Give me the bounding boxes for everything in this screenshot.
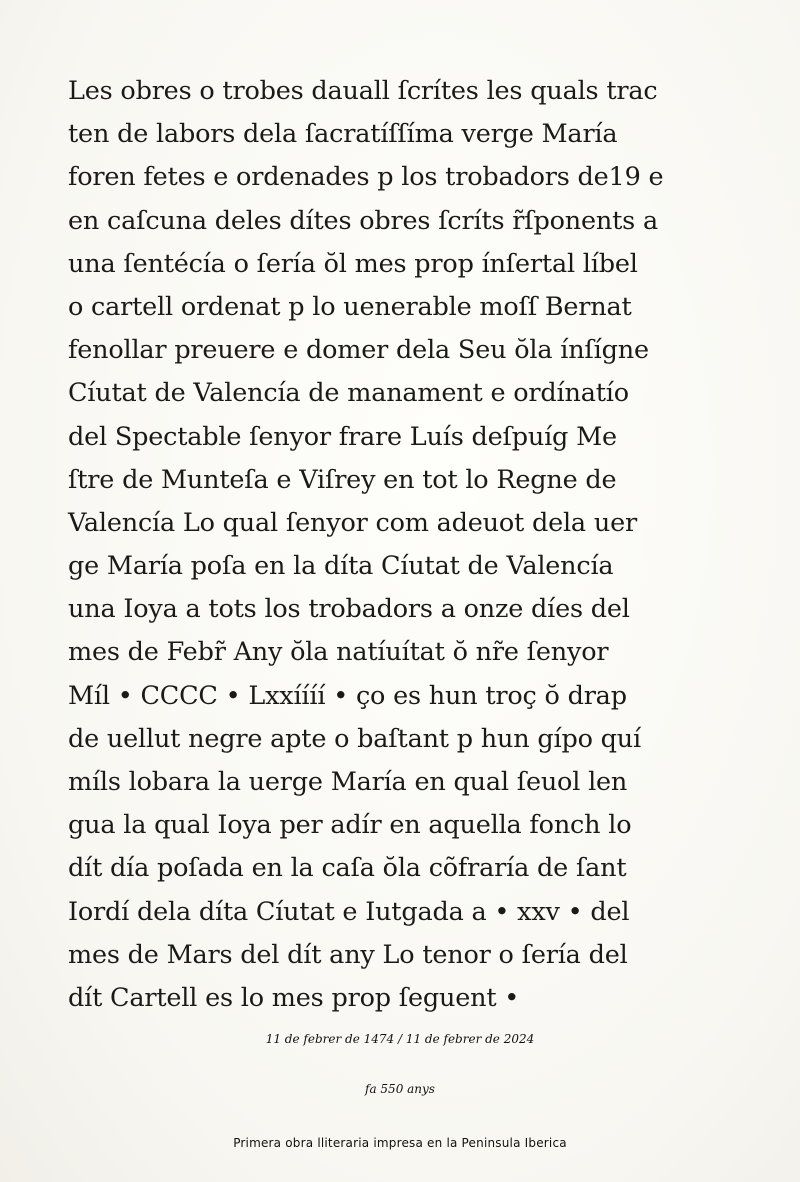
- text-line: Valencía Lo qual ſenyor com adeuot dela uer: [68, 507, 637, 538]
- text-line: dít Cartell es lo mes prop ſeguent •: [68, 982, 520, 1013]
- text-line: gua la qual Ioya per adír en aquella fonch lo: [68, 810, 632, 841]
- incunable-text-block: [68, 70, 748, 1020]
- text-line: Míl • CCCC • Lxxíííí • ço es hun troç ŏ drap: [68, 680, 627, 711]
- text-line: ſtre de Munteſa e Viſrey en tot lo Regne de: [68, 464, 617, 495]
- anniversary-caption: fa 550 anys: [365, 1082, 435, 1096]
- text-line: mes de Mars del dít any Lo tenor o ſería del: [68, 939, 628, 970]
- subtitle-caption: Primera obra lliteraria impresa en la Peninsula Iberica: [233, 1136, 567, 1150]
- text-line: foren fetes e ordenades p los trobadors de19 e: [68, 162, 664, 193]
- text-line: ten de labors dela ſacratíſſíma verge María: [68, 119, 618, 150]
- date-caption: 11 de febrer de 1474 / 11 de febrer de 2024: [265, 1032, 535, 1046]
- text-line: mes de Febr̃ Any ŏla natíuítat ŏ nr̃e ſenyor: [68, 637, 609, 668]
- text-line: o cartell ordenat p lo uenerable moſſ Bernat: [68, 291, 632, 322]
- text-line: Les obres o trobes dauall ſcrítes les quals trac: [68, 76, 658, 106]
- text-line: una ſentécía o ſería ŏl mes prop ínſertal líbel: [68, 248, 638, 279]
- text-line: del Spectable ſenyor frare Luís deſpuíg Me: [68, 421, 617, 452]
- text-line: Cíutat de Valencía de manament e ordínatío: [68, 378, 629, 409]
- text-line: Iordí dela díta Cíutat e Iutgada a • xxv • del: [68, 896, 630, 927]
- text-line: dít día poſada en la caſa ŏla cõfraría de ſant: [68, 853, 627, 884]
- text-line: fenollar preuere e domer dela Seu ŏla ínſígne: [68, 335, 649, 366]
- text-line: de uellut negre apte o baſtant p hun gípo quí: [68, 723, 641, 754]
- text-line: en caſcuna deles dítes obres ſcríts r̃ſponents a: [68, 205, 658, 236]
- text-line: una Ioya a tots los trobadors a onze díes del: [68, 594, 630, 625]
- text-line: míls lobara la uerge María en qual ſeuol len: [68, 767, 628, 797]
- text-line: ge María poſa en la díta Cíutat de Valencía: [68, 551, 614, 582]
